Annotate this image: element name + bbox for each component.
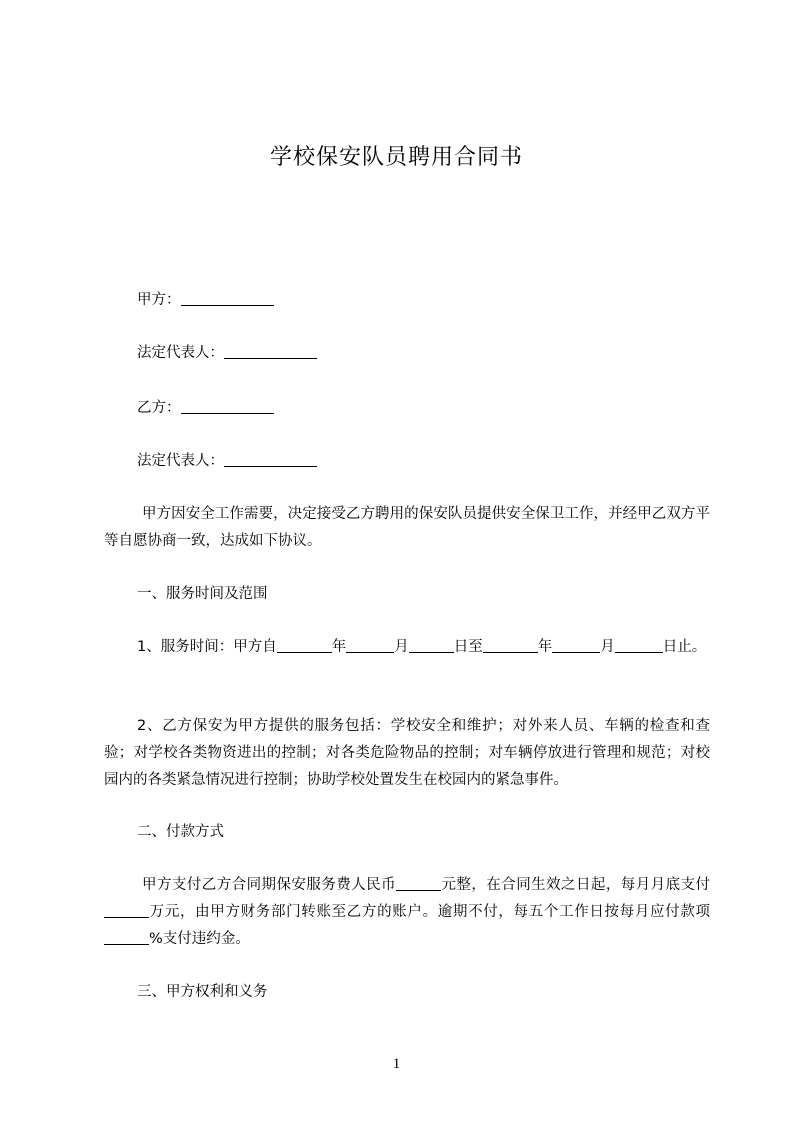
clause1-end: 止。 [677, 639, 707, 655]
start-month-blank[interactable] [346, 637, 394, 653]
page-number: 1 [392, 1056, 401, 1072]
payment-part2: 元整，在合同生效之日起，每月月底支付 [441, 877, 711, 893]
clause1-prefix: 1、服务时间：甲方自 [137, 639, 277, 655]
party-b-rep-line [104, 448, 743, 475]
intro-paragraph: 甲方因安全工作需要，决定接受乙方聘用的保安队员提供安全保卫工作，并经甲乙双方平等自愿协商一致，达成如下协议。 [104, 506, 710, 549]
monthly-fee-blank[interactable] [104, 902, 149, 918]
section3-heading: 三、甲方权利和义务 [137, 984, 268, 1000]
party-a-rep-line [104, 340, 743, 367]
party-a-rep-blank[interactable] [224, 343, 317, 359]
party-a-line [104, 287, 743, 314]
document-title: 学校保安队员聘用合同书 [269, 145, 523, 170]
party-b-blank[interactable] [181, 398, 274, 414]
party-b-rep-blank[interactable] [224, 451, 317, 467]
start-year-blank[interactable] [277, 637, 332, 653]
section1-heading: 一、服务时间及范围 [137, 586, 268, 602]
party-b-line [104, 395, 743, 422]
end-day-blank[interactable] [615, 637, 663, 653]
penalty-rate-blank[interactable] [104, 929, 149, 945]
party-b-label: 乙方： [137, 400, 181, 416]
party-a-rep-label: 法定代表人： [137, 345, 224, 361]
payment-part1: 甲方支付乙方合同期保安服务费人民币 [142, 877, 397, 893]
clause1-year2: 年 [537, 639, 553, 655]
clause2-paragraph: 2、乙方保安为甲方提供的服务包括：学校安全和维护；对外来人员、车辆的检查和查验；对学校各类物资进出的控制；对各类危险物品的控制；对车辆停放进行管理和规范；对校园内的各类紧急情况进行控制；协助学校处置发生在校园内的紧急事件。 [104, 718, 710, 788]
payment-paragraph [104, 872, 710, 953]
end-year-blank[interactable] [483, 637, 538, 653]
clause1-day-to: 日至 [453, 639, 483, 655]
clause1-month2: 月 [600, 639, 615, 655]
party-a-blank[interactable] [181, 290, 274, 306]
clause1-day-end: 日 [662, 639, 678, 655]
payment-part4: %支付违约金。 [149, 931, 250, 947]
clause1-year1: 年 [331, 639, 347, 655]
clause1-month1: 月 [394, 639, 409, 655]
end-month-blank[interactable] [552, 637, 600, 653]
clause1-paragraph [104, 634, 710, 661]
start-day-blank[interactable] [409, 637, 454, 653]
section2-heading: 二、付款方式 [137, 824, 224, 840]
total-fee-blank[interactable] [396, 875, 441, 891]
payment-part3: 万元，由甲方财务部门转账至乙方的账户。逾期不付，每五个工作日按每月应付款项 [149, 904, 710, 920]
party-b-rep-label: 法定代表人： [137, 453, 224, 469]
party-a-label: 甲方： [137, 292, 181, 308]
